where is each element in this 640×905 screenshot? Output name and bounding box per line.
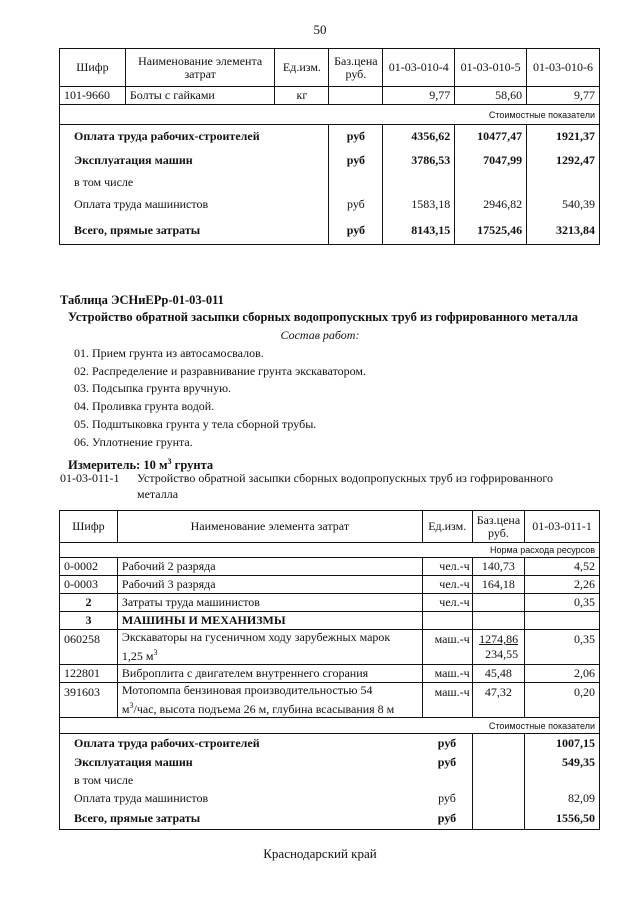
table-1	[59, 48, 600, 245]
t2-cost-unit: руб	[437, 736, 457, 751]
t1-cost-v2: 2946,82	[455, 193, 527, 217]
t2-cost-name: Оплата труда рабочих-строителей	[60, 734, 423, 754]
t1-cost-name: в том числе	[60, 173, 329, 193]
t2-name: Мотопомпа бензиновая производительностью 54 $м^3$/час, высота подъема 26 м, глубина всасывания 8 м	[117, 683, 422, 718]
page-number: 50	[313, 22, 327, 37]
t1-section-label: Стоимостные показатели	[60, 105, 600, 125]
t2-cost-name: Всего, прямые затраты	[60, 808, 423, 830]
t1-header-unit: Ед.изм.	[275, 49, 329, 87]
step-4: 04. Проливка грунта водой.	[74, 399, 215, 413]
t1-cost-v1: 1583,18	[383, 193, 455, 217]
t2-name: МАШИНЫ И МЕХАНИЗМЫ	[117, 612, 422, 630]
table-row	[60, 576, 600, 594]
item-desc-line1: Устройство обратной засыпки сборных водопропускных труб из гофрированного	[137, 471, 554, 485]
step-6: 06. Уплотнение грунта.	[74, 435, 193, 449]
t2-unit: чел.-ч	[422, 558, 472, 576]
t2-price	[472, 594, 524, 612]
t2-value: 2,06	[525, 665, 600, 683]
t2-cost-unit: руб	[422, 808, 472, 830]
t1-name: Болты с гайками	[125, 87, 275, 105]
t2-code: 060258	[60, 630, 118, 665]
t2-code: 0-0003	[60, 576, 118, 594]
t1-header-name: Наименование элемента затрат	[125, 49, 275, 87]
item-desc-line2: металла	[137, 487, 179, 501]
t2-header-name: Наименование элемента затрат	[117, 511, 422, 543]
t2-value: 0,20	[525, 683, 600, 718]
t2-cost-value: 549,35	[525, 754, 600, 772]
t2-price: 1274,86 234,55	[472, 630, 524, 665]
page-footer: Краснодарский край	[263, 846, 377, 861]
step-1: 01. Прием грунта из автосамосвалов.	[74, 346, 264, 360]
t1-unit: кг	[275, 87, 329, 105]
item-code: 01-03-011-1	[60, 471, 120, 485]
t2-cost-name: Эксплуатация машин	[60, 754, 423, 772]
t2-unit: чел.-ч	[422, 594, 472, 612]
t1-cost-unit: руб	[329, 149, 383, 173]
t2-value: 4,52	[525, 558, 600, 576]
t1-cost-v2: 17525,46	[455, 217, 527, 245]
t2-cost-value: 1007,15	[525, 734, 600, 754]
table-row	[60, 594, 600, 612]
t2-cost-unit: руб	[438, 791, 456, 805]
t1-header-col1: 01-03-010-4	[383, 49, 455, 87]
t2-unit: чел.-ч	[422, 576, 472, 594]
table-row	[60, 87, 600, 105]
t2-price: 140,73	[472, 558, 524, 576]
table-row	[60, 558, 600, 576]
table-row	[60, 612, 600, 630]
table-row	[60, 665, 600, 683]
t2-name: Экскаваторы на гусеничном ходу зарубежных марок 1,25 $м^3$	[117, 630, 422, 665]
t1-cost-v1: 4356,62	[383, 125, 455, 149]
t1-cost-v1: 8143,15	[383, 217, 455, 245]
t2-unit: маш.-ч	[422, 630, 472, 665]
t2-unit: маш.-ч	[422, 683, 472, 718]
t2-code: 391603	[60, 683, 118, 718]
t1-price	[329, 87, 383, 105]
t2-cost-value: 82,09	[525, 790, 600, 808]
t1-cost-v3: 3213,84	[527, 217, 600, 245]
t1-cost-v3: 1921,37	[527, 125, 600, 149]
t1-v1: 9,77	[383, 87, 455, 105]
t2-unit: маш.-ч	[422, 665, 472, 683]
t1-v2: 58,60	[455, 87, 527, 105]
t2-code: 0-0002	[60, 558, 118, 576]
t1-code: 101-9660	[60, 87, 126, 105]
table-title: Таблица ЭСНиЕРр-01-03-011	[60, 293, 224, 307]
t1-cost-unit: руб	[329, 125, 383, 149]
t1-cost-v1: 3786,53	[383, 149, 455, 173]
t1-v3: 9,77	[527, 87, 600, 105]
t1-header-code: Шифр	[60, 49, 126, 87]
t1-cost-name: Эксплуатация машин	[60, 149, 329, 173]
t1-cost-v2: 10477,47	[455, 125, 527, 149]
t2-price: 47,32	[472, 683, 524, 718]
t1-cost-unit: руб	[329, 217, 383, 245]
t1-cost-v2: 7047,99	[455, 149, 527, 173]
t2-name: Рабочий 3 разряда	[117, 576, 422, 594]
t1-header-price: Баз.цена руб.	[329, 49, 383, 87]
t1-cost-unit: руб	[329, 193, 383, 217]
t2-code: 3	[60, 612, 118, 630]
t2-value: 2,26	[525, 576, 600, 594]
t2-cost-name: Оплата труда машинистов	[60, 790, 423, 808]
t2-section-label: Стоимостные показатели	[60, 718, 600, 734]
t2-code: 2	[60, 594, 118, 612]
meter-label: Измеритель: 10 $м^3$ грунта	[68, 457, 214, 473]
t2-cost-unit: руб	[437, 755, 457, 769]
t2-norm-label: Норма расхода ресурсов	[60, 543, 600, 558]
composition-title: Состав работ:	[280, 328, 360, 342]
section-heading: Устройство обратной засыпки сборных водопропускных труб из гофрированного металла	[68, 310, 579, 324]
step-3: 03. Подсыпка грунта вручную.	[74, 381, 232, 395]
step-2: 02. Распределение и разравнивание грунта экскаватором.	[74, 364, 367, 378]
step-5: 05. Подштыковка грунта у тела сборной трубы.	[74, 417, 317, 431]
t1-header-col2: 01-03-010-5	[455, 49, 527, 87]
t2-cost-name: в том числе	[60, 772, 423, 790]
t2-price: 164,18	[472, 576, 524, 594]
t1-cost-v3: 1292,47	[527, 149, 600, 173]
t1-cost-name: Оплата труда машинистов	[60, 193, 329, 217]
t1-cost-name: Оплата труда рабочих-строителей	[60, 125, 329, 149]
t2-value: 0,35	[525, 630, 600, 665]
t2-name: Рабочий 2 разряда	[117, 558, 422, 576]
t1-cost-name: Всего, прямые затраты	[60, 217, 329, 245]
t2-value: 0,35	[525, 594, 600, 612]
table-2	[59, 510, 600, 830]
table-row	[60, 630, 600, 665]
t2-code: 122801	[60, 665, 118, 683]
t2-header-code: Шифр	[60, 511, 118, 543]
t2-name: Виброплита с двигателем внутреннего сгорания	[117, 665, 422, 683]
table-row	[60, 683, 600, 718]
t1-header-col3: 01-03-010-6	[527, 49, 600, 87]
t2-header-col1: 01-03-011-1	[525, 511, 600, 543]
t2-cost-value: 1556,50	[525, 808, 600, 830]
t2-price: 45,48	[472, 665, 524, 683]
t1-cost-v3: 540,39	[527, 193, 600, 217]
t2-name: Затраты труда машинистов	[117, 594, 422, 612]
t2-header-unit: Ед.изм.	[422, 511, 472, 543]
t2-header-price: Баз.цена руб.	[472, 511, 524, 543]
